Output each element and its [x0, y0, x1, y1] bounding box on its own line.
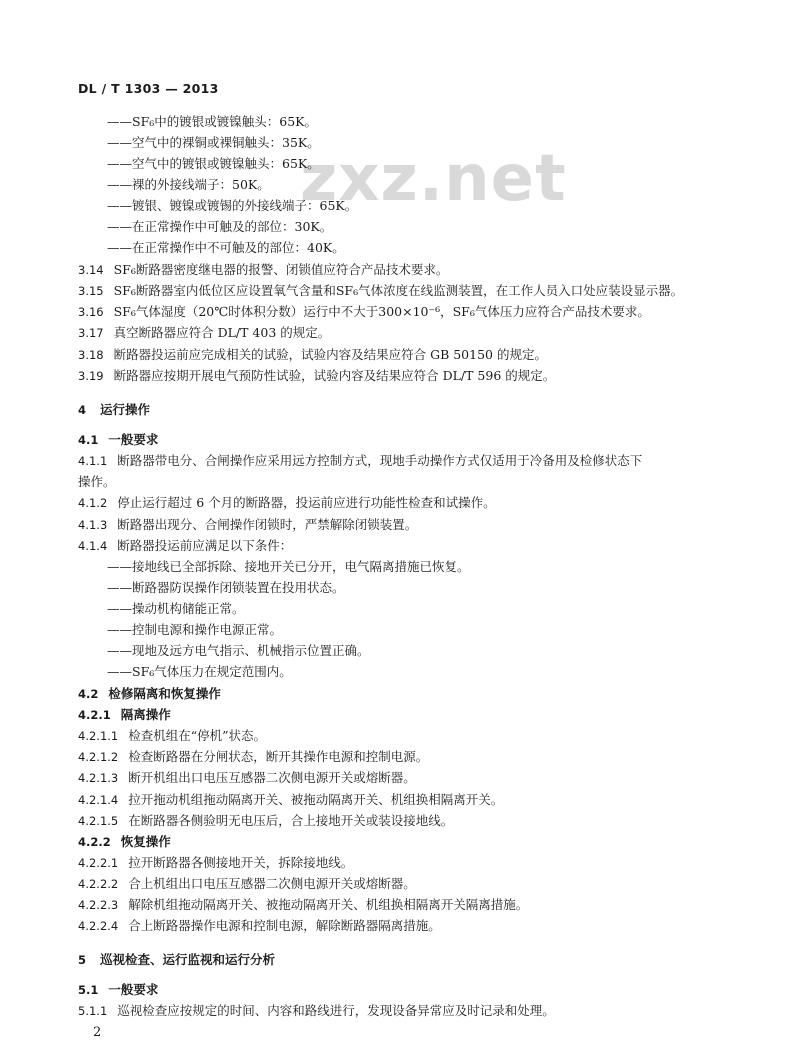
clause-text: ——控制电源和操作电源正常。 — [107, 622, 283, 637]
clause-number: 4.2.1.5 — [78, 814, 119, 828]
clause-text: 拉开拖动机组拖动隔离开关、被拖动隔离开关、机组换相隔离开关。 — [128, 792, 504, 807]
clause-line — [78, 304, 650, 320]
watermark: zxz.net — [300, 142, 567, 216]
section-heading: 一般要求 — [108, 432, 159, 447]
clause-text: ——空气中的镀银或镀镍触头：65K。 — [107, 156, 320, 171]
clause-number: 4.1 — [78, 433, 99, 447]
clause-text: ——裸的外接线端子：50K。 — [107, 177, 270, 192]
section-heading: 一般要求 — [108, 982, 159, 997]
clause-line — [78, 495, 496, 511]
clause-number: 3.15 — [78, 284, 104, 298]
clause-number: 5 — [78, 953, 87, 967]
text-line — [107, 156, 320, 172]
text-line — [107, 177, 270, 193]
clause-number: 4.1.1 — [78, 454, 108, 468]
clause-number: 4.2.1.2 — [78, 750, 119, 764]
text-line — [107, 559, 470, 575]
clause-text: ——SF₆中的镀银或镀镍触头：65K。 — [107, 114, 317, 129]
clause-text: 断开机组出口电压互感器二次侧电源开关或熔断器。 — [128, 770, 416, 785]
clause-text: 检查断路器在分闸状态，断开其操作电源和控制电源。 — [128, 749, 429, 764]
clause-line — [78, 262, 448, 278]
clause-number: 5.1.1 — [78, 1004, 108, 1018]
clause-text: ——接地线已全部拆除、接地开关已分开，电气隔离措施已恢复。 — [107, 559, 470, 574]
clause-text: 检查机组在“停机”状态。 — [128, 728, 267, 743]
clause-text: 停止运行超过 6 个月的断路器，投运前应进行功能性检查和试操作。 — [117, 495, 496, 510]
clause-line — [78, 325, 330, 341]
clause-line — [78, 283, 683, 299]
clause-line — [78, 453, 642, 469]
clause-number: 3.14 — [78, 263, 104, 277]
clause-text: 真空断路器应符合 DL/T 403 的规定。 — [113, 325, 331, 340]
clause-text: 解除机组拖动隔离开关、被拖动隔离开关、机组换相隔离开关隔离措施。 — [128, 897, 529, 912]
clause-text: 断路器应按期开展电气预防性试验，试验内容及结果应符合 DL/T 596 的规定。 — [113, 368, 556, 383]
clause-text: ——在正常操作中可触及的部位：30K。 — [107, 219, 333, 234]
clause-line — [78, 517, 417, 533]
clause-text: 断路器出现分、合闸操作闭锁时，严禁解除闭锁装置。 — [117, 517, 418, 532]
clause-line — [78, 813, 453, 829]
clause-number: 4.1.3 — [78, 518, 108, 532]
text-line — [107, 114, 317, 130]
clause-line — [78, 834, 171, 850]
clause-text: ——在正常操作中不可触及的部位：40K。 — [107, 240, 345, 255]
clause-number: 4.2.2.1 — [78, 856, 119, 870]
clause-number: 4.2.2.2 — [78, 877, 119, 891]
clause-number: 4.1.2 — [78, 496, 108, 510]
clause-text: 合上断路器操作电源和控制电源，解除断路器隔离措施。 — [128, 918, 441, 933]
section-heading: 巡视检查、运行监视和运行分析 — [100, 952, 276, 967]
clause-line — [78, 686, 221, 702]
clause-line — [78, 897, 528, 913]
clause-number: 4.2.2 — [78, 835, 111, 849]
clause-text: 操作。 — [78, 474, 116, 489]
text-line — [107, 135, 320, 151]
clause-line — [78, 368, 555, 384]
clause-line — [78, 770, 416, 786]
clause-text: ——断路器防误操作闭锁装置在投用状态。 — [107, 580, 345, 595]
clause-text: SF₆断路器室内低位区应设置氧气含量和SF₆气体浓度在线监测装置，在工作人员入口处应装设显示器。 — [113, 283, 684, 298]
text-line — [107, 219, 332, 235]
clause-line — [78, 749, 428, 765]
clause-number: 4.2.1.3 — [78, 771, 119, 785]
clause-number: 4.2.1.4 — [78, 793, 119, 807]
clause-number: 4.2.2.3 — [78, 898, 119, 912]
text-line — [107, 580, 345, 596]
clause-line — [78, 876, 416, 892]
clause-number: 4.2.2.4 — [78, 919, 119, 933]
clause-number: 3.16 — [78, 305, 104, 319]
clause-line — [78, 792, 503, 808]
clause-text: 合上机组出口电压互感器二次侧电源开关或熔断器。 — [128, 876, 416, 891]
clause-number: 4.2.1 — [78, 708, 111, 722]
page-number: 2 — [93, 1025, 102, 1040]
clause-text: ——镀银、镀镍或镀锡的外接线端子：65K。 — [107, 198, 358, 213]
section-heading: 隔离操作 — [120, 707, 171, 722]
text-line — [78, 474, 116, 490]
clause-number: 4.1.4 — [78, 539, 108, 553]
clause-number: 3.19 — [78, 369, 104, 383]
clause-line — [78, 432, 158, 448]
clause-text: SF₆断路器密度继电器的报警、闭锁值应符合产品技术要求。 — [113, 262, 449, 277]
clause-line — [78, 728, 266, 744]
clause-number: 5.1 — [78, 983, 99, 997]
clause-line — [78, 855, 353, 871]
text-line — [107, 198, 357, 214]
section-heading: 检修隔离和恢复操作 — [108, 686, 221, 701]
clause-number: 4.2.1.1 — [78, 729, 119, 743]
clause-line — [78, 952, 275, 968]
clause-line — [78, 707, 171, 723]
text-line — [107, 622, 282, 638]
text-line — [107, 601, 245, 617]
text-line — [107, 240, 345, 256]
clause-text: 巡视检查应按规定的时间、内容和路线进行，发现设备异常应及时记录和处理。 — [117, 1003, 555, 1018]
section-heading: 恢复操作 — [120, 834, 171, 849]
clause-line — [78, 918, 441, 934]
clause-number: 3.17 — [78, 326, 104, 340]
clause-number: 4 — [78, 403, 87, 417]
page-header: DL / T 1303 — 2013 — [78, 81, 219, 96]
clause-text: ——SF₆气体压力在规定范围内。 — [107, 664, 292, 679]
clause-text: 断路器投运前应完成相关的试验，试验内容及结果应符合 GB 50150 的规定。 — [113, 347, 547, 362]
section-heading: 运行操作 — [100, 402, 151, 417]
clause-text: ——现地及远方电气指示、机械指示位置正确。 — [107, 643, 370, 658]
clause-line — [78, 1003, 555, 1019]
clause-text: 在断路器各侧验明无电压后，合上接地开关或装设接地线。 — [128, 813, 454, 828]
clause-line — [78, 402, 150, 418]
clause-text: ——空气中的裸铜或裸铜触头：35K。 — [107, 135, 320, 150]
clause-text: 拉开断路器各侧接地开关，拆除接地线。 — [128, 855, 354, 870]
clause-line — [78, 982, 158, 998]
clause-line — [78, 347, 547, 363]
clause-text: SF₆气体湿度（20℃时体积分数）运行中不大于300×10⁻⁶，SF₆气体压力应符合产品技术要求。 — [113, 304, 650, 319]
clause-text: ——操动机构储能正常。 — [107, 601, 245, 616]
clause-text: 断路器带电分、合闸操作应采用远方控制方式，现地手动操作方式仅适用于冷备用及检修状态下 — [117, 453, 643, 468]
text-line — [107, 643, 370, 659]
text-line — [107, 664, 292, 680]
clause-number: 3.18 — [78, 348, 104, 362]
clause-number: 4.2 — [78, 687, 99, 701]
clause-text: 断路器投运前应满足以下条件： — [117, 538, 293, 553]
clause-line — [78, 538, 292, 554]
